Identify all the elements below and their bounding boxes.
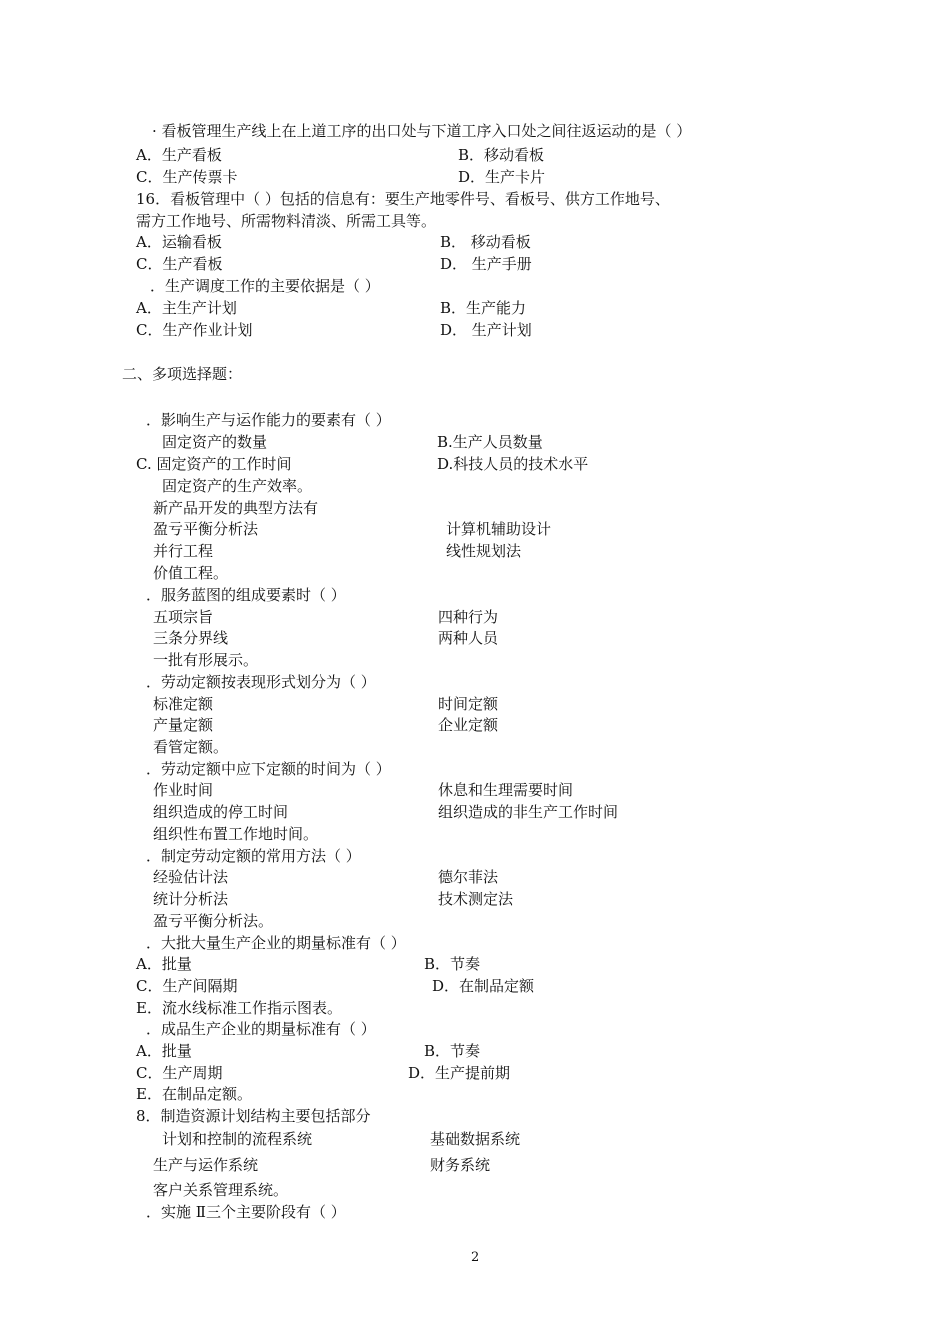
text-line: ．实施 Ⅱ三个主要阶段有（ ） xyxy=(146,1203,346,1221)
text-line: B．节奏 xyxy=(424,955,481,973)
text-line: E．在制品定额。 xyxy=(136,1085,252,1103)
text-line: 新产品开发的典型方法有 xyxy=(153,499,319,517)
text-line: 固定资产的生产效率。 xyxy=(162,477,313,495)
text-line: C．生产作业计划 xyxy=(136,321,253,339)
text-line: B．生产能力 xyxy=(440,299,527,317)
text-line: ．大批大量生产企业的期量标准有（ ） xyxy=(146,934,406,952)
text-line: 作业时间 xyxy=(153,781,214,799)
text-line: 看管定额。 xyxy=(153,738,229,756)
text-line: D． 生产手册 xyxy=(440,255,532,273)
text-line: 统计分析法 xyxy=(153,890,229,908)
text-line: C．生产传票卡 xyxy=(136,168,238,186)
text-line: 固定资产的数量 xyxy=(162,433,268,451)
text-line: 盈亏平衡分析法。 xyxy=(153,912,274,930)
text-line: A．生产看板 xyxy=(136,146,222,164)
text-line: C．生产看板 xyxy=(136,255,223,273)
text-line: 组织造成的非生产工作时间 xyxy=(438,803,619,821)
text-line: 企业定额 xyxy=(438,716,499,734)
text-line: E．流水线标准工作指示图表。 xyxy=(136,999,342,1017)
text-line: ．成品生产企业的期量标准有（ ） xyxy=(146,1020,376,1038)
section-title: 二、多项选择题： xyxy=(122,365,243,383)
text-line: 两种人员 xyxy=(438,629,499,647)
text-line: 16．看板管理中（ ）包括的信息有：要生产地零件号、看板号、供方工作地号、 xyxy=(136,190,670,208)
text-line: D． 生产计划 xyxy=(440,321,532,339)
text-line: 四种行为 xyxy=(438,608,499,626)
text-line: 组织造成的停工时间 xyxy=(153,803,289,821)
text-line: 休息和生理需要时间 xyxy=(438,781,574,799)
text-line: ．生产调度工作的主要依据是（ ） xyxy=(150,277,380,295)
text-line: ．劳动定额按表现形式划分为（ ） xyxy=(146,673,376,691)
text-line: 价值工程。 xyxy=(153,564,229,582)
text-line: 8．制造资源计划结构主要包括部分 xyxy=(136,1107,371,1125)
text-line: A．运输看板 xyxy=(136,233,222,251)
text-line: 计算机辅助设计 xyxy=(446,520,552,538)
text-line: A．主生产计划 xyxy=(136,299,237,317)
text-line: C．生产间隔期 xyxy=(136,977,238,995)
text-line: 标准定额 xyxy=(153,695,214,713)
text-line: D．生产提前期 xyxy=(408,1064,511,1082)
text-line: 基础数据系统 xyxy=(430,1130,521,1148)
text-line: 一批有形展示。 xyxy=(153,651,259,669)
text-line: 线性规划法 xyxy=(446,542,522,560)
text-line: B．节奏 xyxy=(424,1042,481,1060)
text-line: 计划和控制的流程系统 xyxy=(162,1130,313,1148)
text-line: 客户关系管理系统。 xyxy=(153,1181,289,1199)
text-line: A．批量 xyxy=(136,1042,192,1060)
text-line: · 看板管理生产线上在上道工序的出口处与下道工序入口处之间往返运动的是（ ） xyxy=(152,122,692,140)
text-line: 产量定额 xyxy=(153,716,214,734)
text-line: C．生产周期 xyxy=(136,1064,223,1082)
text-line: 财务系统 xyxy=(430,1156,491,1174)
text-line: B．移动看板 xyxy=(458,146,545,164)
text-line: ．服务蓝图的组成要素时（ ） xyxy=(146,586,346,604)
text-line: A．批量 xyxy=(136,955,192,973)
text-line: ．劳动定额中应下定额的时间为（ ） xyxy=(146,760,391,778)
page-number: 2 xyxy=(471,1250,480,1265)
text-line: ．影响生产与运作能力的要素有（ ） xyxy=(146,411,391,429)
text-line: 技术测定法 xyxy=(438,890,514,908)
text-line: D．在制品定额 xyxy=(432,977,535,995)
text-line: ．制定劳动定额的常用方法（ ） xyxy=(146,847,361,865)
text-line: 盈亏平衡分析法 xyxy=(153,520,259,538)
text-line: 并行工程 xyxy=(153,542,214,560)
text-line: 五项宗旨 xyxy=(153,608,214,626)
text-line: B． 移动看板 xyxy=(440,233,531,251)
text-line: 三条分界线 xyxy=(153,629,229,647)
text-line: D．生产卡片 xyxy=(458,168,546,186)
text-line: C. 固定资产的工作时间 xyxy=(136,455,292,473)
text-line: 组织性布置工作地时间。 xyxy=(153,825,319,843)
text-line: 德尔菲法 xyxy=(438,868,499,886)
text-line: 经验估计法 xyxy=(153,868,229,886)
text-line: 时间定额 xyxy=(438,695,499,713)
text-line: 生产与运作系统 xyxy=(153,1156,259,1174)
text-line: D.科技人员的技术水平 xyxy=(437,455,589,473)
text-line: B.生产人员数量 xyxy=(437,433,543,451)
text-line: 需方工作地号、所需物料清淡、所需工具等。 xyxy=(136,212,437,230)
